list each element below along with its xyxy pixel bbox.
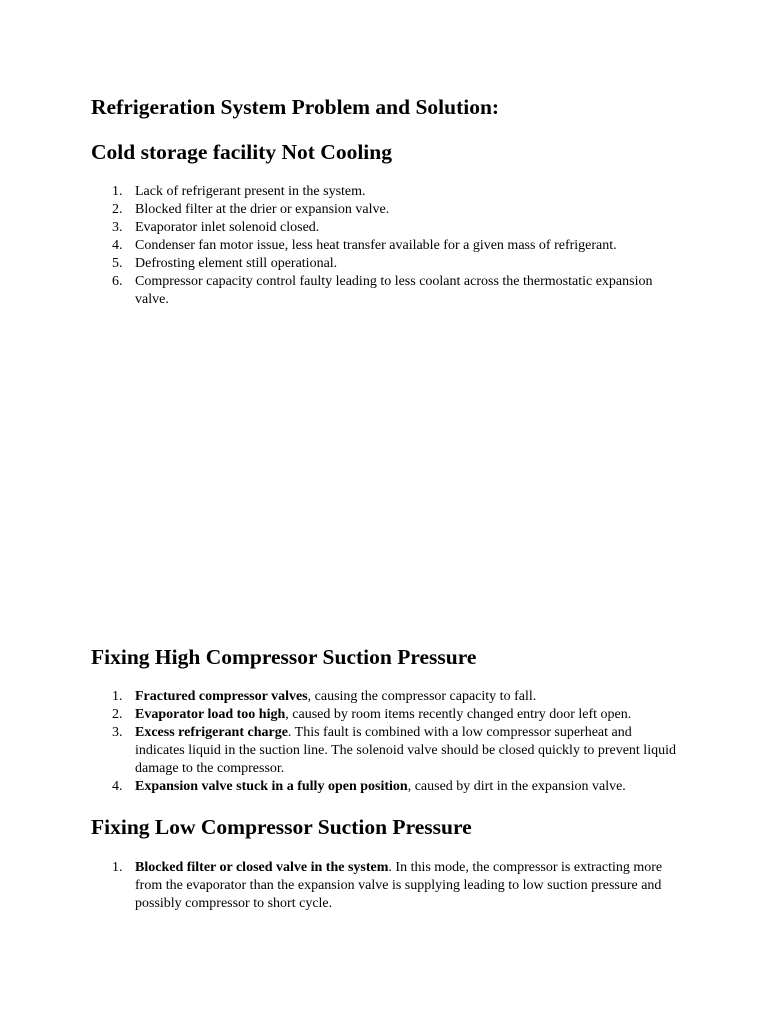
item-bold: Expansion valve stuck in a fully open position	[135, 779, 408, 794]
list-item	[0, 688, 680, 706]
item-number: 2.	[112, 202, 123, 217]
list-item	[0, 724, 680, 778]
list-low-suction	[0, 859, 680, 913]
document-title: Refrigeration System Problem and Solution:	[91, 95, 500, 119]
list-item	[0, 183, 680, 201]
list-item	[0, 201, 680, 219]
item-text: Compressor capacity control faulty leading to less coolant across the thermostatic expansion valve.	[135, 274, 653, 307]
section-heading-low-suction: Fixing Low Compressor Suction Pressure	[91, 815, 472, 839]
item-text: Defrosting element still operational.	[135, 256, 338, 271]
item-number: 1.	[112, 860, 123, 875]
item-number: 3.	[112, 725, 123, 740]
list-item	[0, 778, 680, 796]
item-text: Lack of refrigerant present in the system.	[135, 184, 366, 199]
item-bold: Fractured compressor valves	[135, 689, 308, 704]
item-bold: Excess refrigerant charge	[135, 725, 288, 740]
item-number: 4.	[112, 238, 123, 253]
item-text: Blocked filter at the drier or expansion valve.	[135, 202, 390, 217]
section-heading-high-suction: Fixing High Compressor Suction Pressure	[91, 645, 477, 669]
list-not-cooling	[0, 183, 680, 309]
item-text: . This fault is combined with a low compressor superheat and indicates liquid in the suction line. The solenoid valve should be closed quickly to prevent liquid damage to the compressor.	[135, 725, 676, 776]
item-text: , caused by room items recently changed entry door left open.	[285, 707, 632, 722]
list-item	[0, 219, 680, 237]
item-number: 6.	[112, 274, 123, 289]
item-number: 5.	[112, 256, 123, 271]
list-item	[0, 706, 680, 724]
list-high-suction	[0, 688, 680, 796]
item-text: Condenser fan motor issue, less heat transfer available for a given mass of refrigerant.	[135, 238, 617, 253]
item-number: 1.	[112, 689, 123, 704]
item-text: Evaporator inlet solenoid closed.	[135, 220, 320, 235]
item-number: 1.	[112, 184, 123, 199]
item-bold: Evaporator load too high	[135, 707, 286, 722]
item-number: 2.	[112, 707, 123, 722]
list-item	[0, 255, 680, 273]
list-item	[0, 237, 680, 255]
item-bold: Blocked filter or closed valve in the system	[135, 860, 389, 875]
list-item	[0, 273, 680, 309]
list-item	[0, 859, 680, 913]
section-heading-not-cooling: Cold storage facility Not Cooling	[91, 140, 392, 164]
item-text: , causing the compressor capacity to fall.	[307, 689, 537, 704]
item-text: , caused by dirt in the expansion valve.	[407, 779, 626, 794]
item-text: . In this mode, the compressor is extracting more from the evaporator than the expansion valve is supplying leading to low suction pressure and possibly compressor to short cycle.	[135, 860, 663, 911]
item-number: 3.	[112, 220, 123, 235]
item-number: 4.	[112, 779, 123, 794]
